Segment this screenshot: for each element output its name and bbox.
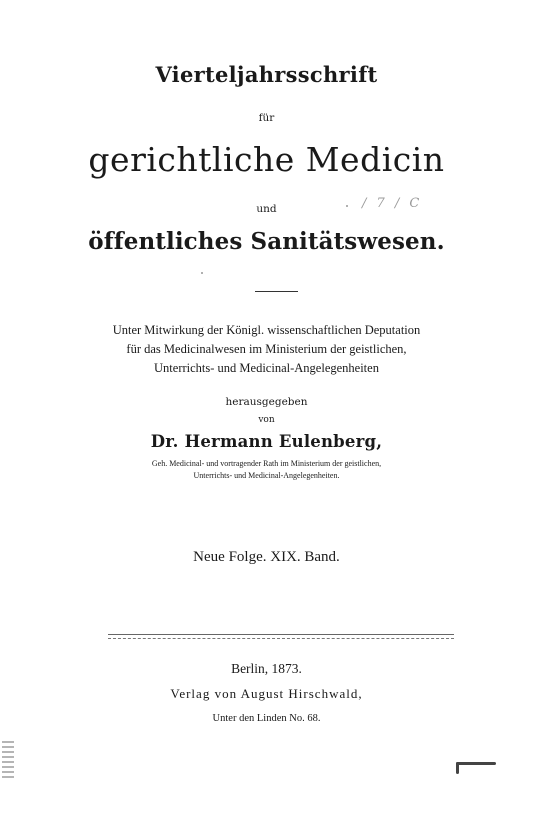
imprint-publisher: Verlag von August Hirschwald, bbox=[170, 686, 363, 701]
ink-smudge-icon bbox=[456, 762, 496, 765]
pencil-annotation: / 7 / C bbox=[362, 196, 423, 211]
imprint-rule-bottom bbox=[108, 638, 454, 639]
volume-info: Neue Folge. XIX. Band. bbox=[193, 549, 340, 565]
imprint-rule-top bbox=[108, 634, 454, 635]
edited-by-label: herausgegeben bbox=[225, 396, 308, 408]
title-divider bbox=[255, 291, 298, 292]
journal-title-und: und bbox=[256, 203, 277, 215]
journal-title-line1: Vierteljahrsschrift bbox=[155, 62, 378, 87]
library-stamp-icon bbox=[2, 738, 14, 796]
speck-icon bbox=[201, 272, 203, 274]
imprint-address: Unter den Linden No. 68. bbox=[212, 713, 321, 724]
editor-affiliation-line1: Geh. Medicinal- und vortragender Rath im Ministerium der geistlichen, bbox=[151, 459, 382, 468]
editor-affiliation-line2: Unterrichts- und Medicinal-Angelegenheiten. bbox=[193, 471, 340, 480]
collaboration-line3: Unterrichts- und Medicinal-Angelegenheiten bbox=[154, 361, 379, 375]
von-label: von bbox=[258, 415, 275, 425]
editor-name: Dr. Hermann Eulenberg, bbox=[150, 432, 383, 451]
collaboration-line1: Unter Mitwirkung der Königl. wissenschaftlichen Deputation bbox=[112, 323, 421, 337]
journal-title-line5: öffentliches Sanitätswesen. bbox=[88, 228, 445, 255]
speck-icon bbox=[346, 205, 348, 207]
imprint-place-year: Berlin, 1873. bbox=[231, 661, 302, 676]
collaboration-line2: für das Medicinalwesen im Ministerium der geistlichen, bbox=[126, 342, 407, 356]
journal-title-fuer: für bbox=[258, 112, 275, 124]
ink-smudge-tip-icon bbox=[456, 762, 459, 774]
journal-title-line3: gerichtliche Medicin bbox=[88, 140, 445, 179]
